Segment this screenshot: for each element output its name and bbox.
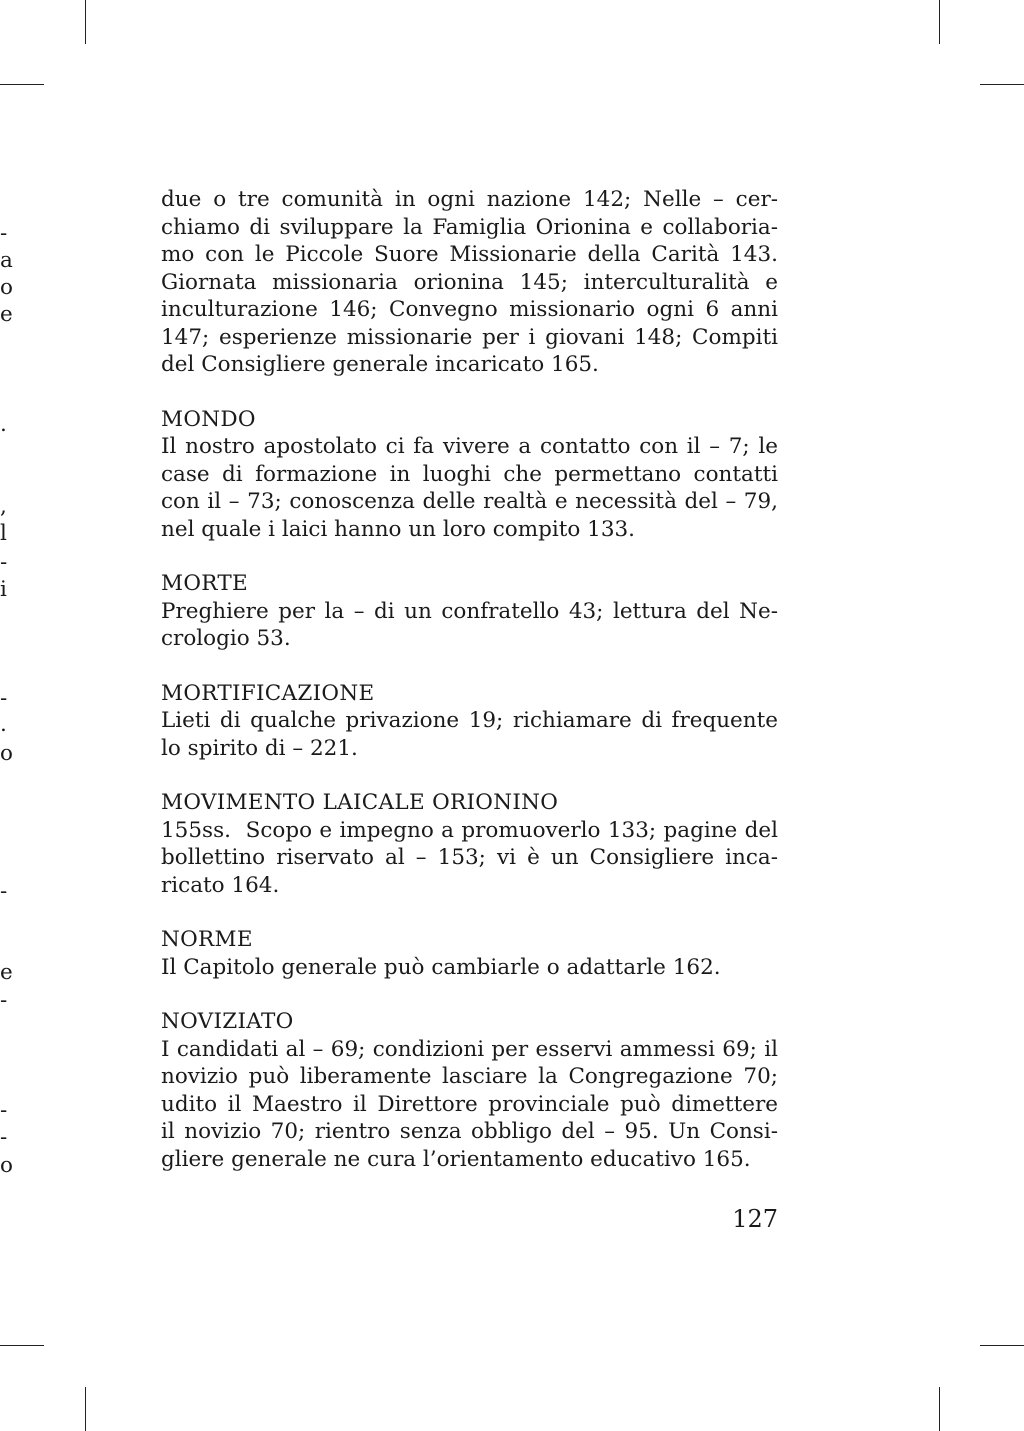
- entry-heading: MORTIFICAZIONE: [161, 680, 375, 706]
- text-line: chiamo di sviluppare la Famiglia Orionina e collaboria-: [161, 214, 778, 240]
- bleed-glyph: e: [0, 302, 13, 327]
- text-line: udito il Maestro il Direttore provinciale può dimettere: [161, 1091, 778, 1117]
- bleed-glyph: -: [0, 686, 8, 711]
- bleed-glyph: e: [0, 960, 13, 985]
- crop-mark-top-left: [85, 0, 86, 44]
- crop-mark-bottom-right: [939, 1387, 940, 1431]
- entry-body: [161, 433, 778, 543]
- entry-heading: NORME: [161, 927, 253, 952]
- index-entry-norme: [161, 926, 778, 981]
- page-number: 127: [732, 1205, 778, 1233]
- crop-mark-top-right: [939, 0, 940, 44]
- crop-mark-right-lower: [980, 1345, 1024, 1346]
- entry-body: [161, 954, 778, 982]
- text-line: 147; esperienze missionarie per i giovani 148; Compiti: [161, 324, 778, 350]
- index-entry-morte: [161, 570, 778, 653]
- index-entry-movimento-laicale-orionino: [161, 789, 778, 899]
- entry-heading: NOVIZIATO: [161, 1009, 294, 1034]
- facing-page-bleed: [0, 0, 13, 1431]
- text-line: case di formazione in luoghi che permettano contatti: [161, 461, 778, 487]
- bleed-glyph: a: [0, 248, 13, 273]
- crop-mark-right-upper: [980, 84, 1024, 85]
- bleed-glyph: o: [0, 275, 13, 300]
- text-line: Giornata missionaria orionina 145; interculturalità e: [161, 269, 778, 295]
- text-line: I candidati al – 69; condizioni per esservi ammessi 69; il: [161, 1036, 778, 1062]
- index-entry-mondo: [161, 406, 778, 544]
- bleed-glyph: -: [0, 1098, 8, 1123]
- index-entry-mortificazione: [161, 680, 778, 763]
- intro-paragraph: [161, 186, 778, 379]
- entry-body: [161, 817, 778, 900]
- bleed-glyph: l: [0, 521, 7, 546]
- text-line: due o tre comunità in ogni nazione 142; Nelle – cer-: [161, 187, 778, 212]
- entry-body: [161, 598, 778, 653]
- entry-heading: MORTE: [161, 571, 248, 596]
- text-line: 155ss. Scopo e impegno a promuoverlo 133; pagine del: [161, 817, 778, 843]
- entry-body: [161, 1036, 778, 1174]
- text-line: Lieti di qualche privazione 19; richiamare di frequente: [161, 708, 778, 733]
- text-line: ricato 164.: [161, 872, 280, 898]
- text-line: crologio 53.: [161, 626, 291, 651]
- bleed-glyph: -: [0, 1125, 8, 1150]
- text-line: nel quale i laici hanno un loro compito 133.: [161, 516, 636, 542]
- bleed-glyph: o: [0, 1153, 13, 1178]
- crop-mark-bottom-left: [85, 1387, 86, 1431]
- entry-heading: MONDO: [161, 406, 256, 432]
- bleed-glyph: -: [0, 550, 8, 575]
- text-line: Preghiere per la – di un confratello 43; lettura del Ne-: [161, 598, 778, 624]
- text-line: Il Capitolo generale può cambiarle o adattarle 162.: [161, 954, 721, 980]
- text-line: mo con le Piccole Suore Missionarie della Carità 143.: [161, 242, 778, 267]
- text-line: con il – 73; conoscenza delle realtà e necessità del – 79,: [161, 489, 778, 514]
- entry-heading: MOVIMENTO LAICALE ORIONINO: [161, 790, 559, 815]
- bleed-glyph: .: [0, 712, 7, 737]
- bleed-glyph: i: [0, 577, 7, 602]
- text-line: il novizio 70; rientro senza obbligo del – 95. Un Consi-: [161, 1119, 778, 1144]
- bleed-glyph: -: [0, 879, 8, 904]
- bleed-glyph: -: [0, 221, 8, 246]
- text-line: gliere generale ne cura l’orientamento educativo 165.: [161, 1146, 751, 1172]
- text-line: inculturazione 146; Convegno missionario ogni 6 anni: [161, 297, 778, 322]
- text-line: novizio può liberamente lasciare la Congregazione 70;: [161, 1064, 778, 1089]
- text-line: del Consigliere generale incaricato 165.: [161, 352, 599, 377]
- bleed-glyph: -: [0, 988, 8, 1013]
- bleed-glyph: o: [0, 741, 13, 766]
- index-entry-noviziato: [161, 1008, 778, 1173]
- entry-body: [161, 707, 778, 762]
- bleed-glyph: ,: [0, 494, 7, 519]
- index-text-block: [161, 186, 778, 1173]
- text-line: Il nostro apostolato ci fa vivere a contatto con il – 7; le: [161, 434, 778, 459]
- bleed-glyph: .: [0, 412, 7, 437]
- text-line: lo spirito di – 221.: [161, 735, 358, 761]
- text-line: bollettino riservato al – 153; vi è un Consigliere inca-: [161, 845, 778, 870]
